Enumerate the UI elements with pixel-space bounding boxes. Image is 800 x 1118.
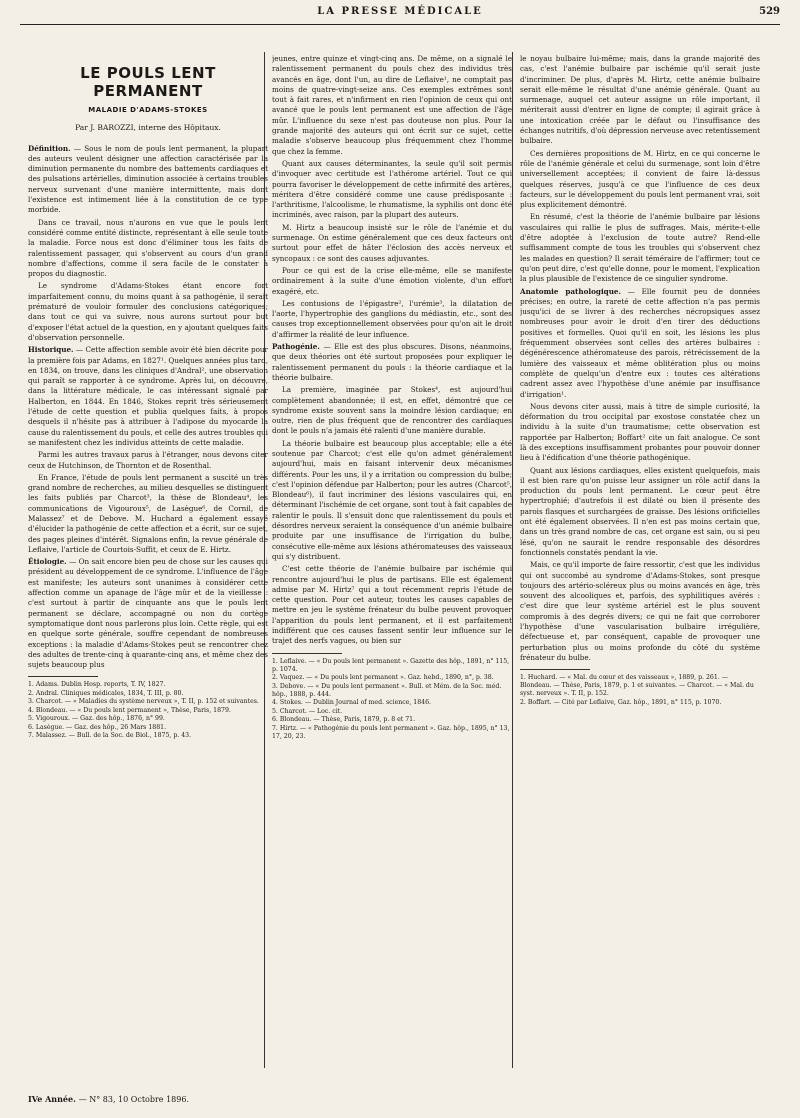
paragraph: Ces dernières propositions de M. Hirtz, en ce qui concerne le rôle de l'anémie générale et celui du surmenage, sont loin d'être universellement acceptées; il convient de faire là-dessus quelques réserves, jusqu'à ce que l'influence de ces deux facteurs, sur le développement du pouls lent permanent vrai, soit plus explicitement démontré. [520, 148, 760, 210]
footnote: 2. Andral. Cliniques médicales, 1834, T. III, p. 80. [28, 689, 184, 697]
footnote: 5. Charcot. — Loc. cit. [272, 707, 343, 715]
section-heading: Étiologie. [28, 557, 67, 567]
section-heading: Historique. [28, 345, 74, 355]
paragraph: — Cette affection semble avoir été bien décrite pour la première fois par Adams, en 1827¹. Quelques années plus tard, en 1834, on trouve, dans les cliniques d'Andral², une observation qui paraît se rapporter à ce syndrome. Après lui, on découvre, dans la littérature médicale, le cas intéressant signalé par Halberton, en 1844. En 1846, Stokes reprit très sérieusement l'étude de cette question et publia quelques faits, à propos desquels il n'hésite pas à attribuer à l'adipose du myocarde la cause du ralentissement du pouls, et celle des autres troubles qui se manifestent chez les individus atteints de cette maladie. [28, 345, 268, 447]
footnote: 2. Boffart. — Cité par Leflaive, Gaz. hôp., 1891, n° 115, p. 1070. [520, 698, 722, 706]
paragraph: En France, l'étude de pouls lent permanent a suscité un très grand nombre de recherches, au milieu desquelles se distinguent les faits publiés par Charcot³, la thèse de Blondeau⁴, les communications de Vigouroux⁵, de Lasègue⁶, de Cornil, de Malassez⁷ et de Debove. M. Huchard a également essayé d'élucider la pathogénie de cette affection et a écrit, sur ce sujet, des pages pleines d'intérêt. Signalons enfin, la revue générale de Leflaive, l'article de Courtois-Suffit, et ceux de E. Hirtz. [28, 472, 268, 554]
journal-title: LA PRESSE MÉDICALE [317, 6, 483, 17]
issue-year: IVe Année. [28, 1094, 76, 1104]
footnote-divider [28, 676, 98, 677]
footnote: 4. Stokes. — Dublin Journal of med. science, 1846. [272, 699, 432, 707]
section-heading: Définition. [28, 143, 71, 153]
footnote: 5. Vigouroux. — Gaz. des hôp., 1876, n° 99. [28, 715, 165, 723]
footnote: 4. Blondeau. — « Du pouls lent permanent », Thèse, Paris, 1879. [28, 706, 231, 714]
footnote: 3. Debove. — « Du pouls lent permanent ». Bull. et Mém. de la Soc. méd. hôp., 1888, p. 444. [272, 682, 502, 698]
paragraph: — Elle fournit peu de données précises; en outre, la rareté de cette affection n'a pas permis jusqu'ici de se livrer à des recherches nécropsiques assez nombreuses pour avoir le droit d'en tirer des déductions positives et formelles. Quoi qu'il en soit, les lésions les plus fréquemment observées sont celles des artères bulbaires : dégénérescence athéromateuse des parois, rétrécissement de la lumière des vaisseaux et même oblitération plus ou moins complète de quelqu'un d'entre eux : toutes ces altérations cadrent assez avec l'hypothèse d'une anémie par insuffisance d'irrigation¹. [520, 286, 760, 399]
paragraph: Le syndrome d'Adams-Stokes étant encore fort imparfaitement connu, du moins quant à sa pathogénie, il serait prématuré de vouloir formuler des conclusions catégoriques; dans tout ce qui va suivre, nous aurons surtout pour but d'exposer l'état actuel de la question, en y ajoutant quelques faits d'observation personnelle. [28, 281, 268, 342]
article-title: LE POULS LENT PERMANENT [80, 64, 216, 100]
footnote: 1. Leflaive. — « Du pouls lent permanent ». Gazette des hôp., 1891, n° 115, p. 1074. [272, 657, 510, 673]
section-anatomie [520, 287, 760, 400]
footnote-divider [520, 669, 590, 670]
paragraph: Pour ce qui est de la crise elle-même, elle se manifeste ordinairement à la suite d'une émotion violente, d'un effort exagéré, etc. [272, 265, 512, 296]
paragraph: — Sous le nom de pouls lent permanent, la plupart des auteurs veulent désigner une affection caractérisée par la diminution permanente du nombre des battements cardiaques et des pulsations artérielles, diminution associée à certains troubles nerveux survenant d'une manière intermittente, mais dont l'existence est intimement liée à la constitution de ce type morbide. [28, 143, 268, 215]
column-2 [272, 54, 512, 1064]
footnote: 3. Charcot. — « Maladies du système nerveux », T. II, p. 152 et suivantes. [28, 698, 259, 706]
article-subtitle: MALADIE D'ADAMS-STOKES [88, 106, 208, 114]
paragraph: En résumé, c'est la théorie de l'anémie bulbaire par lésions vasculaires qui rallie le plus de suffrages. Mais, mérite-t-elle d'être adoptée à l'exclusion de toute autre? Rend-elle suffisamment compte de tous les troubles qui s'observent chez les malades en question? Il serait téméraire de l'affirmer; tout ce qu'on peut dire, c'est qu'elle donne, pour le moment, l'explication la plus plausible de l'existence de ce singulier syndrome. [520, 212, 760, 284]
footnotes [272, 658, 512, 741]
paragraph: — Elle est des plus obscures. Disons, néanmoins, que deux théories ont été surtout proposées pour expliquer le ralentissement permanent du pouls : la théorie cardiaque et la théorie bulbaire. [272, 342, 512, 382]
paragraph: La théorie bulbaire est beaucoup plus acceptable; elle a été soutenue par Charcot; c'est elle qu'on admet généralement aujourd'hui, mais en faisant intervenir deux mécanismes différents. Pour les uns, il y a irritation ou compression du bulbe; c'est l'opinion défendue par Halberton; pour les autres (Charcot⁵, Blondeau⁶), il faut incriminer des lésions vasculaires qui, en déterminant l'ischémie de cet organe, sont tout à fait capables de ralentir le pouls. Il s'ensuit donc que ralentissement du pouls et désordres nerveux seraient la conséquence d'un anémie bulbaire produite par une insuffisance de l'irrigation du bulbe, consécutive elle-même aux lésions athéromateuses des vaisseaux qui s'y distribuent. [272, 438, 512, 561]
article-author: Par J. BAROZZI, interne des Hôpitaux. [75, 123, 221, 133]
page-number: 529 [759, 6, 780, 17]
section-heading: Anatomie pathologique. [520, 286, 622, 296]
footnote: 2. Vaquez. — « Du pouls lent permanent ». Gaz. hebd., 1890, n°, p. 38. [272, 674, 494, 682]
page-header [20, 0, 780, 25]
paragraph: M. Hirtz a beaucoup insisté sur le rôle de l'anémie et du surmenage. On estime généralement que ces deux facteurs ont surtout pour effet de hâter l'éclosion des accès nerveux et syncopaux : ce sont des causes adjuvantes. [272, 222, 512, 263]
paragraph: Quant aux lésions cardiaques, elles existent quelquefois, mais il est bien rare qu'on puisse leur assigner un rôle actif dans la production du pouls lent permanent. Le cœur peut être hypertrophié; d'autrefois il est dilaté ou bien il présente des parois flasques et surchargées de graisse. Des lésions orificielles ont été également observées. Il n'en est pas moins certain que, dans un très grand nombre de cas, cet organe est sain, ou si peu lésé, qu'on ne saurait le rendre responsable des désordres fonctionnels constatés pendant la vie. [520, 465, 760, 557]
footnote: 1. Adams. Dublin Hosp. reports, T. IV, 1827. [28, 681, 166, 689]
footnote: 7. Hirtz. — « Pathogénie du pouls lent permanent ». Gaz. hôp., 1895, n° 13, 17, 20, 23. [272, 724, 510, 740]
section-pathogenie [272, 342, 512, 383]
paragraph: Nous devons citer aussi, mais à titre de simple curiosité, la déformation du trou occipital par exostose constatée chez un individu à la suite d'un traumatisme; cette observation est rapportée par Halberton; Boffart² cite un fait analogue. Ce sont là des exceptions insuffisamment probantes pour pouvoir donner lieu à l'édification d'une théorie pathogénique. [520, 401, 760, 463]
column-divider [512, 52, 513, 1068]
footnote-divider [272, 653, 342, 654]
paragraph: Parmi les autres travaux parus à l'étranger, nous devons citer ceux de Hutchinson, de Thornton et de Rosenthal. [28, 450, 268, 470]
footnotes [520, 674, 760, 707]
paragraph: Les contusions de l'épigastre², l'urémie³, la dilatation de l'aorte, l'hypertrophie des ganglions du médiastin, etc., sont des causes trop exceptionnellement observées pour qu'on ait le droit d'affirmer la réalité de leur influence. [272, 298, 512, 339]
section-historique [28, 345, 268, 448]
footnote: 7. Malassez. — Bull. de la Soc. de Biol., 1875, p. 43. [28, 732, 192, 740]
section-definition [28, 144, 268, 216]
footnote: 1. Huchard. — « Mal. du cœur et des vaisseaux », 1889, p. 261. — Blondeau. — Thèse, Paris, 1879, p. 1 et suivantes. — Charcot. — « Mal. du syst. nerveux ». T. II, p. 152. [520, 674, 754, 698]
column-1 [28, 54, 268, 1064]
issue-number-date: — N° 83, 10 Octobre 1896. [78, 1095, 189, 1104]
paragraph: Quant aux causes déterminantes, la seule qu'il soit permis d'invoquer avec certitude est l'athérome artériel. Tout ce qui pourra favoriser le développement de cette infirmité des artères, méritera d'être considéré comme une cause prédisposante : l'arthritisme, l'alcoolisme, le rhumatisme, la syphilis ont donc été incriminés, avec raison, par la plupart des auteurs. [272, 158, 512, 220]
footnote: 6. Lasègue. — Gaz. des hôp., 26 Mars 1881. [28, 723, 167, 731]
column-3 [520, 54, 760, 1064]
footnotes [28, 681, 268, 740]
footnote: 6. Blondeau. — Thèse, Paris, 1879, p. 8 et 71. [272, 716, 416, 724]
paragraph: Mais, ce qu'il importe de faire ressortir, c'est que les individus qui ont succombé au syndrome d'Adams-Stokes, sont presque toujours des artério-scléreux plus ou moins avancés en âge, très souvent des alcooliques et, parfois, des syphilitiques avérés : c'est dire que leur système artériel est le plus souvent compromis à des degrés divers; ce qui ne fait que corroborer l'hypothèse d'une vascularisation bulbaire irrégulière, défectueuse et, par conséquent, capable de provoquer une perturbation plus ou moins profonde du côté du système frénateur du bulbe. [520, 560, 760, 662]
issue-footer [28, 1094, 189, 1104]
section-etiologie [28, 557, 268, 670]
paragraph: La première, imaginée par Stokes⁴, est aujourd'hui complètement abandonnée; il est, en effet, démontré que ce syndrome existe souvent sans la moindre lésion cardiaque; en outre, rien de plus fréquent que de rencontrer des cardiaques dont le pouls n'a jamais été ralenti d'une manière durable. [272, 385, 512, 436]
paragraph: C'est cette théorie de l'anémie bulbaire par ischémie qui rencontre aujourd'hui le plus de partisans. Elle est également admise par M. Hirtz⁷ qui a tout récemment repris l'étude de cette question. Pour cet auteur, toutes les causes capables de mettre en jeu le système frénateur du bulbe peuvent provoquer l'apparition du pouls lent permanent, et il est parfaitement indifférent que ces causes fassent sentir leur influence sur le trajet des nerfs vagues, ou bien sur [272, 564, 512, 646]
paragraph: jeunes, entre quinze et vingt-cinq ans. De même, on a signalé le ralentissement permanent du pouls chez des individus très avancés en âge, dont l'un, au dire de Leflaive¹, ne comptait pas moins de quatre-vingt-seize ans. Ces exemples extrêmes sont tout à fait rares, et n'infirment en rien l'opinion de ceux qui ont avancé que le pouls lent permanent est une affection de l'âge mûr. L'influence du sexe n'est pas douteuse non plus. Pour la grande majorité des auteurs qui ont écrit sur ce sujet, cette maladie s'observe beaucoup plus fréquemment chez l'homme que chez la femme. [272, 54, 512, 156]
paragraph: Dans ce travail, nous n'aurons en vue que le pouls lent considéré comme entité distincte, représentant à elle seule toute la maladie. Force nous est donc d'éliminer tous les faits de ralentissement passager, qui s'observent au cours d'un grand nombre d'affections, comme il sera facile de le constater à propos du diagnostic. [28, 217, 268, 279]
paragraph: le noyau bulbaire lui-même; mais, dans la grande majorité des cas, c'est l'anémie bulbaire par ischémie qu'il serait juste d'incriminer. De plus, d'après M. Hirtz, cette anémie bulbaire serait elle-même le résultat d'une anémie générale. Quant au surmenage, auquel cet auteur assigne un rôle important, il mériterait aussi d'entrer en ligne de compte; il agirait grâce à une intoxication créée par le défaut ou l'insuffisance des échanges nutritifs, d'où dépression nerveuse avec retentissement bulbaire. [520, 54, 760, 146]
section-heading: Pathogénie. [272, 342, 320, 352]
paragraph: — On sait encore bien peu de chose sur les causes qui président au développement de ce syndrome. L'influence de l'âge est manifeste; les auteurs sont unanimes à considérer cette affection comme un apanage de l'âge mûr et de la vieillesse : c'est surtout à partir de cinquante ans que le pouls lent permanent se déclare, accompagné ou non du cortège symptomatique dont nous parlerons plus loin. Cette règle, qui est en quelque sorte générale, souffre cependant de nombreuses exceptions : la maladie d'Adams-Stokes peut se rencontrer chez des adultes de trente-cinq à quarante-cinq ans, et même chez des sujets beaucoup plus [28, 557, 268, 670]
